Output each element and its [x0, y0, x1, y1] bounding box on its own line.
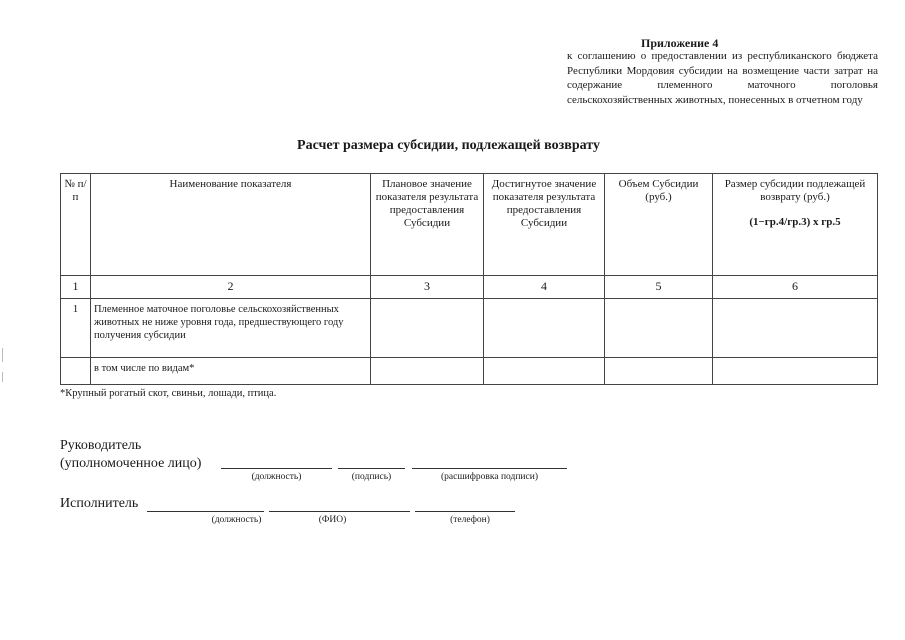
- cell-subsidy-volume[interactable]: [605, 299, 713, 358]
- head-signature-decoding-caption: (расшифровка подписи): [441, 472, 538, 482]
- executor-position-caption: (должность): [211, 515, 262, 525]
- executor-phone-line[interactable]: [415, 511, 515, 512]
- scan-edge-mark: [2, 348, 3, 362]
- document-title-text: Расчет размера субсидии, подлежащей возврату: [297, 138, 600, 153]
- head-signature-decoding-line[interactable]: [412, 468, 567, 469]
- table-row: [61, 299, 878, 358]
- head-label-authorized: (уполномоченное лицо): [60, 456, 202, 471]
- appendix-body: к соглашению о предоставлении из республиканского бюджета Республики Мордовия субсидии на возмещение части затрат на содержание племенного маточного поголовья сельскохозяйственных животных, понесенных в отчетном году: [567, 50, 878, 106]
- header-refund-amount-label: Размер субсидии подлежащей возврату (руб.): [724, 178, 866, 203]
- cell-achieved-value[interactable]: [484, 299, 605, 358]
- refund-formula: (1−гр.4/гр.3) х гр.5: [749, 216, 841, 228]
- cell-planned-value[interactable]: [371, 358, 484, 385]
- column-number: 6: [713, 276, 878, 299]
- header-achieved-value: Достигнутое значение показателя результата предоставления Субсидии: [484, 174, 605, 276]
- row-indicator-name: Племенное маточное поголовье сельскохозяйственных животных не ниже уровня года, предшествующего году получения субсидии: [91, 299, 371, 358]
- cell-planned-value[interactable]: [371, 299, 484, 358]
- cell-subsidy-volume[interactable]: [605, 358, 713, 385]
- column-number: 1: [61, 276, 91, 299]
- footnote: *Крупный рогатый скот, свиньи, лошади, птица.: [60, 388, 277, 399]
- column-number: 3: [371, 276, 484, 299]
- column-number: 5: [605, 276, 713, 299]
- row-indicator-name: в том числе по видам*: [91, 358, 371, 385]
- head-signature-line[interactable]: [338, 468, 405, 469]
- table-row: [61, 358, 878, 385]
- calculation-table: [60, 173, 878, 385]
- executor-name-caption: (ФИО): [318, 515, 347, 525]
- head-position-line[interactable]: [221, 468, 332, 469]
- head-label: Руководитель: [60, 438, 142, 453]
- header-subsidy-volume: Объем Субсидии (руб.): [605, 174, 713, 276]
- cell-achieved-value[interactable]: [484, 358, 605, 385]
- column-number: 4: [484, 276, 605, 299]
- executor-name-line[interactable]: [269, 511, 410, 512]
- header-planned-value: Плановое значение показателя результата предоставления Субсидии: [371, 174, 484, 276]
- scan-edge-mark: [2, 372, 3, 382]
- column-number-row: [61, 276, 878, 299]
- cell-refund-amount[interactable]: [713, 299, 878, 358]
- header-number: № п/п: [61, 174, 91, 276]
- appendix-title: Приложение 4: [641, 36, 719, 50]
- head-signature-caption: (подпись): [351, 472, 392, 482]
- executor-position-line[interactable]: [147, 511, 264, 512]
- column-number: 2: [91, 276, 371, 299]
- head-position-caption: (должность): [251, 472, 302, 482]
- row-number: [61, 358, 91, 385]
- executor-phone-caption: (телефон): [450, 515, 490, 525]
- document-title: [0, 138, 905, 154]
- cell-refund-amount[interactable]: [713, 358, 878, 385]
- executor-label: Исполнитель: [60, 496, 139, 511]
- header-refund-amount: [713, 174, 878, 276]
- header-indicator-name: Наименование показателя: [91, 174, 371, 276]
- table-header-row: [61, 174, 878, 276]
- row-number: 1: [61, 299, 91, 358]
